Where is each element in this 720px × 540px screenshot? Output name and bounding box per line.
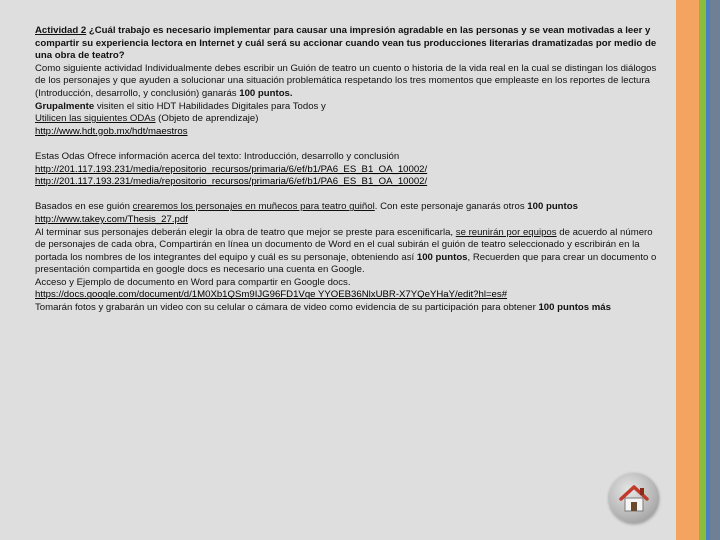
odas-text: (Objeto de aprendizaje): [155, 113, 259, 125]
paragraph-gdocs-access: Acceso y Ejemplo de documento en Word para compartir en Google docs.: [35, 276, 351, 288]
paragraph-puppets: [35, 201, 663, 214]
side-stripe-orange: [676, 0, 699, 540]
document-body: [35, 25, 663, 315]
home-icon: [617, 481, 651, 515]
paragraph-odas: [35, 113, 663, 126]
teams-underlined: se reunirán por equipos: [455, 226, 557, 238]
teams-points: 100 puntos: [416, 251, 468, 263]
paragraph-activity-question: [35, 25, 663, 63]
video-text-b: más: [589, 302, 611, 314]
teams-text-b: de acuerdo al número de personajes de cada obra, Compartirán en línea un documento de Word en el cual subirán el guión de teatro seleccionado y escribirán en la portada los nombres de los integrantes del equipo y cuál es su personaje, obteniendo así: [35, 226, 653, 263]
teams-text-c: , Recuerden que para crear un documento o presentación compartida en google docs es necesario una cuenta en Google.: [35, 251, 657, 276]
group-task-text: visiten el sitio HDT Habilidades Digitales para Todos y: [94, 100, 326, 112]
video-text-a: Tomarán fotos y grabarán un video con su celular o cámara de video como evidencia de su participación para obtener: [35, 302, 539, 314]
activity-label: Actividad 2: [35, 25, 87, 36]
paragraph-odas-info: Estas Odas Ofrece información acerca del texto: Introducción, desarrollo y conclusión: [35, 150, 400, 162]
puppets-underlined: crearemos los personajes en muñecos para teatro guiñol: [132, 201, 375, 213]
gdocs-link[interactable]: https://docs.google.com/document/d/1M0Xb1QSm9IJG96FD1Vge YYOEB36NlxUBR-X7YQeYHaY/edit?hl=es#: [35, 289, 508, 301]
paragraph-video: [35, 302, 663, 315]
individual-task-points: 100 puntos.: [239, 87, 293, 99]
puppets-text-a: Basados en ese guión: [35, 201, 133, 213]
takey-link[interactable]: http://www.takey.com/Thesis_27.pdf: [35, 213, 188, 225]
video-points: 100 puntos: [538, 302, 590, 314]
paragraph-group-task: [35, 101, 663, 114]
puppets-text-b: . Con este personaje ganarás otros: [374, 201, 528, 213]
oda-link-2[interactable]: http://201.117.193.231/media/repositorio_recursos/primaria/6/ef/b1/PA6_ES_B1_OA_10002/: [35, 176, 428, 188]
paragraph-individual-task: [35, 63, 663, 101]
teams-text-a: Al terminar sus personajes deberán elegir la obra de teatro que mejor se preste para escenificarla,: [35, 226, 456, 238]
oda-link-1[interactable]: http://201.117.193.231/media/repositorio_recursos/primaria/6/ef/b1/PA6_ES_B1_OA_10002/: [35, 163, 428, 175]
hdt-link[interactable]: http://www.hdt.gob.mx/hdt/maestros: [35, 125, 188, 137]
side-stripe-gray: [710, 0, 720, 540]
paragraph-teams: [35, 227, 663, 277]
puppets-points: 100 puntos: [527, 201, 578, 213]
group-label: Grupalmente: [35, 100, 95, 112]
side-stripe-green: [699, 0, 706, 540]
individual-task-text: Como siguiente actividad Individualmente debes escribir un Guión de teatro un cuento o historia de la vida real en la cual se distingan los diálogos de los personajes y que ayuden a solucionar una situación problemática respetando los tres momentos que empleaste en los reportes de lectura (Introducción, desarrollo, y conclusión) ganarás: [35, 62, 657, 99]
home-button[interactable]: [609, 473, 659, 523]
activity-question: ¿Cuál trabajo es necesario implementar para causar una impresión agradable en las personas y se vean motivadas a leer y compartir su experiencia lectora en Internet y cuál será su accionar cuando vean tus producciones literarias dramatizadas por medio de una obra de teatro?: [35, 25, 657, 62]
odas-label: Utilicen las siguientes ODAs: [35, 113, 156, 125]
